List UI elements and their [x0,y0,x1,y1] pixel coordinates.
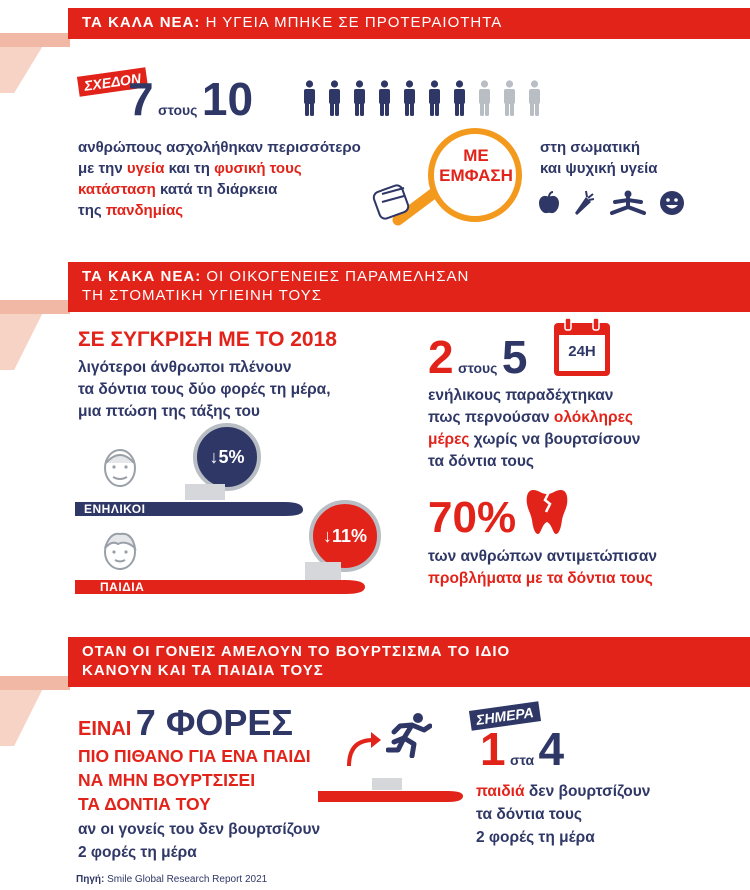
adults-label: ΕΝΗΛΙΚΟΙ [84,502,146,516]
apple-icon [538,191,560,215]
stat-70-percent: 70% [428,493,517,542]
stat-7-of-10: 7 στους 10 [128,73,254,125]
running-child-icon [386,712,432,758]
compare-paragraph: λιγότεροι άνθρωποι πλένουν τα δόντια τους δύο φορές τη μέρα, μια πτώση της τάξης του [78,359,331,420]
ribbon-flag-2 [0,300,70,370]
more-likely-red-text: ΠΙΟ ΠΙΘΑΝΟ ΓΙΑ ΕΝΑ ΠΑΙΔΙ ΝΑ ΜΗΝ ΒΟΥΡΤΣΙΣΕΙ ΤΑ ΔΟΝΤΙΑ ΤΟΥ [78,746,311,814]
problems-paragraph: των ανθρώπων αντιμετώπισαν προβλήματα με τα δόντια τους [428,548,658,587]
person-filled-icon [402,80,417,116]
carrot-icon [572,190,594,216]
curved-arrow-icon [343,730,383,770]
stat-1-of-4: 1 στα 4 [480,723,565,775]
person-empty-icon [477,80,492,116]
source-credit: Πηγή: Smile Global Research Report 2021 [76,874,268,885]
adults-days-paragraph: ενήλικους παραδέχτηκαν πως περνούσαν ολόκληρες μέρες χωρίς να βουρτσίσουν τα δόντια τους [428,387,641,470]
adults-percent-circle: ↓5% [193,423,261,491]
parents-condition-text: αν οι γονείς του δεν βουρτσίζουν 2 φορές τη μέρα [78,821,321,861]
calendar-24h-icon: 24H [553,317,611,377]
person-filled-icon [427,80,442,116]
health-paragraph: ανθρώπους ασχολήθηκαν περισσότερο με την υγεία και τη φυσική τους κατάσταση κατά τη διάρκεια της πανδημίας [78,139,361,219]
person-filled-icon [452,80,467,116]
tag-sxedon: ΣΧΕΔΟΝ [78,72,147,92]
ribbon-flag-1 [0,33,70,93]
person-empty-icon [502,80,517,116]
banner-bad-news: ΤΑ ΚΑΚΑ ΝΕΑ: ΟΙ ΟΙΚΟΓΕΝΕΙΕΣ ΠΑΡΑΜΕΛΗΣΑΝ ΤΗ ΣΤΟΜΑΤΙΚΗ ΥΓΙΕΙΝΗ ΤΟΥΣ [68,262,750,312]
physical-mental-text: στη σωματική και ψυχική υγεία [540,139,658,177]
person-filled-icon [302,80,317,116]
child-toothbrush [318,776,468,806]
magnifier-text: ΜΕ ΕΜΦΑΣΗ [439,146,513,185]
person-filled-icon [352,80,367,116]
tag-simera: ΣΗΜΕΡΑ [470,706,540,726]
person-filled-icon [327,80,342,116]
seven-times-line: ΕΙΝΑΙ 7 ΦΟΡΕΣ [78,702,293,743]
kids-label: ΠΑΙΔΙΑ [100,580,145,594]
banner-good-news: ΤΑ ΚΑΛΑ ΝΕΑ: Η ΥΓΕΙΑ ΜΠΗΚΕ ΣΕ ΠΡΟΤΕΡΑΙΟΤΗΤΑ [68,8,750,39]
kids-percent-circle: ↓11% [309,500,381,572]
broken-tooth-icon [525,488,569,536]
smiley-icon [659,190,685,216]
banner-parents: ΟΤΑΝ ΟΙ ΓΟΝΕΙΣ ΑΜΕΛΟΥΝ ΤΟ ΒΟΥΡΤΣΙΣΜΑ ΤΟ ΙΔΙΟ ΚΑΝΟΥΝ ΚΑΙ ΤΑ ΠΑΙΔΙΑ ΤΟΥΣ [68,637,750,687]
compare-title: ΣΕ ΣΥΓΚΡΙΣΗ ΜΕ ΤΟ 2018 [78,328,337,351]
people-pictogram [302,80,552,116]
person-empty-icon [527,80,542,116]
ribbon-flag-3 [0,676,70,746]
stat-2-of-5: 2 στους 5 [428,331,528,383]
person-filled-icon [377,80,392,116]
health-icons [538,190,685,216]
yoga-icon [609,190,647,216]
kids-not-brushing-text: παιδιά δεν βουρτσίζουν τα δόντια τους 2 φορές τη μέρα [476,783,651,846]
